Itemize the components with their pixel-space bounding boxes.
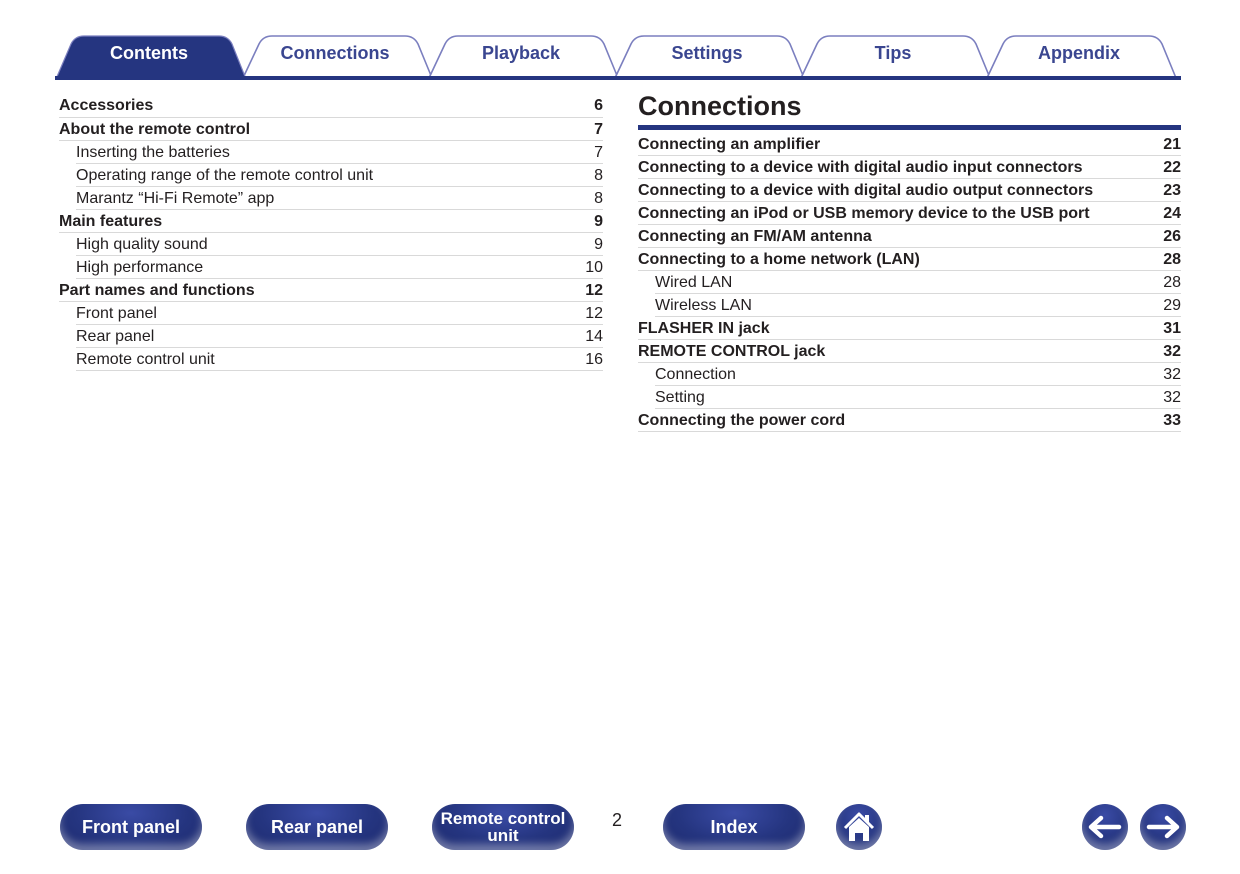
toc-entry[interactable] xyxy=(59,279,603,302)
toc-entry-page: 32 xyxy=(1163,365,1181,383)
toc-entry-title: Main features xyxy=(59,212,163,230)
toc-entry-page: 7 xyxy=(594,143,603,161)
toc-entry-title: Connecting the power cord xyxy=(638,411,846,429)
toc-entry[interactable] xyxy=(76,256,603,279)
toc-entry[interactable] xyxy=(638,340,1181,363)
toc-entry-page: 21 xyxy=(1163,135,1181,153)
section-title-rule xyxy=(638,125,1181,130)
toc-entry[interactable] xyxy=(638,179,1181,202)
toc-entry-title: High quality sound xyxy=(76,235,208,253)
tab-settings[interactable]: Settings xyxy=(671,43,743,63)
toc-entry-title: Part names and functions xyxy=(59,281,255,299)
toc-entry-page: 29 xyxy=(1163,296,1181,314)
toc-entry-page: 6 xyxy=(594,97,603,114)
toc-entry-page: 8 xyxy=(594,166,603,184)
toc-entry-title: Connecting to a device with digital audio input connectors xyxy=(638,158,1083,176)
toc-entry-page: 32 xyxy=(1163,388,1181,406)
toc-entry-title: Connecting an iPod or USB memory device to the USB port xyxy=(638,204,1090,222)
remote-control-label-line1: Remote control xyxy=(440,809,566,828)
toc-entry-page: 28 xyxy=(1163,273,1181,291)
toc-entry-page: 12 xyxy=(585,281,603,299)
toc-left-column xyxy=(59,94,603,371)
toc-entry[interactable] xyxy=(655,294,1181,317)
back-button[interactable] xyxy=(1082,804,1128,850)
toc-entry[interactable] xyxy=(76,141,603,164)
tab-bar-baseline xyxy=(55,76,1181,80)
toc-entry[interactable] xyxy=(76,164,603,187)
toc-entry-page: 12 xyxy=(585,304,603,322)
toc-entry-page: 31 xyxy=(1163,319,1181,337)
toc-entry-page: 9 xyxy=(594,235,603,253)
toc-entry-page: 14 xyxy=(585,327,603,345)
toc-entry[interactable] xyxy=(76,233,603,256)
remote-control-label-line2: unit xyxy=(487,826,519,845)
toc-entry-title: Connecting an FM/AM antenna xyxy=(638,227,872,245)
toc-entry-title: Marantz “Hi-Fi Remote” app xyxy=(76,189,275,207)
toc-entry-title: REMOTE CONTROL jack xyxy=(638,342,826,360)
section-title: Connections xyxy=(638,91,802,121)
toc-entry[interactable] xyxy=(76,187,603,210)
toc-entry[interactable] xyxy=(59,118,603,141)
rear-panel-button[interactable] xyxy=(246,804,388,850)
toc-entry[interactable] xyxy=(638,225,1181,248)
toc-entry-title: Remote control unit xyxy=(76,350,215,368)
toc-entry[interactable] xyxy=(655,271,1181,294)
toc-entry-title: FLASHER IN jack xyxy=(638,319,770,337)
toc-entry-page: 22 xyxy=(1163,158,1181,176)
tab-bar xyxy=(0,0,1240,82)
arrow-right-icon xyxy=(1140,804,1186,850)
toc-entry-title: Connecting an amplifier xyxy=(638,135,821,153)
forward-button[interactable] xyxy=(1140,804,1186,850)
tab-shapes xyxy=(0,0,1240,82)
toc-entry-page: 23 xyxy=(1163,181,1181,199)
toc-entry-title: Wired LAN xyxy=(655,273,733,291)
page-number: 2 xyxy=(612,810,623,830)
front-panel-label: Front panel xyxy=(82,817,180,837)
toc-entry-page: 8 xyxy=(594,189,603,207)
home-button[interactable] xyxy=(836,804,882,850)
connections-toc-list xyxy=(638,133,1181,432)
toc-entry[interactable] xyxy=(638,317,1181,340)
toc-entry-title: Connecting to a device with digital audio output connectors xyxy=(638,181,1094,199)
toc-entry-title: Inserting the batteries xyxy=(76,143,230,161)
toc-right-column xyxy=(638,91,1181,432)
home-icon xyxy=(836,804,882,850)
tab-playback[interactable]: Playback xyxy=(481,43,561,63)
tab-contents[interactable]: Contents xyxy=(110,43,188,63)
toc-entry-title: Setting xyxy=(655,388,705,406)
toc-entry-page: 33 xyxy=(1163,411,1181,429)
toc-entry-page: 9 xyxy=(594,212,603,230)
index-button[interactable] xyxy=(663,804,805,850)
arrow-left-icon xyxy=(1082,804,1128,850)
toc-entry[interactable] xyxy=(76,325,603,348)
toc-entry-page: 16 xyxy=(585,350,603,368)
toc-entry-title: Front panel xyxy=(76,304,157,322)
toc-entry-title: Wireless LAN xyxy=(655,296,752,314)
toc-entry[interactable] xyxy=(638,409,1181,432)
rear-panel-label: Rear panel xyxy=(270,817,364,837)
toc-entry[interactable] xyxy=(76,302,603,325)
toc-entry[interactable] xyxy=(59,94,603,118)
toc-entry-title: Connecting to a home network (LAN) xyxy=(638,250,920,268)
toc-entry[interactable] xyxy=(655,363,1181,386)
toc-entry[interactable] xyxy=(59,210,603,233)
index-label: Index xyxy=(710,817,758,837)
toc-entry-page: 26 xyxy=(1163,227,1181,245)
remote-control-unit-button[interactable] xyxy=(432,804,574,850)
front-panel-button[interactable] xyxy=(60,804,202,850)
toc-entry[interactable] xyxy=(638,156,1181,179)
toc-entry-title: About the remote control xyxy=(59,120,251,138)
toc-entry-title: Operating range of the remote control unit xyxy=(76,166,374,184)
toc-entry[interactable] xyxy=(638,133,1181,156)
toc-entry-page: 28 xyxy=(1163,250,1181,268)
toc-entry[interactable] xyxy=(76,348,603,371)
toc-entry-title: Rear panel xyxy=(76,327,155,345)
toc-entry[interactable] xyxy=(655,386,1181,409)
toc-entry-page: 7 xyxy=(594,120,603,138)
toc-entry-title: Connection xyxy=(655,365,736,383)
toc-entry-page: 32 xyxy=(1163,342,1181,360)
tab-tips[interactable]: Tips xyxy=(874,43,912,63)
toc-entry-title: High performance xyxy=(76,258,204,276)
tab-connections[interactable]: Connections xyxy=(280,43,390,63)
tab-appendix[interactable]: Appendix xyxy=(1037,43,1120,63)
toc-entry-page: 10 xyxy=(585,258,603,276)
toc-entry-page: 24 xyxy=(1163,204,1181,222)
toc-entry[interactable] xyxy=(638,202,1181,225)
toc-entry-title: Accessories xyxy=(59,97,154,114)
toc-entry[interactable] xyxy=(638,248,1181,271)
